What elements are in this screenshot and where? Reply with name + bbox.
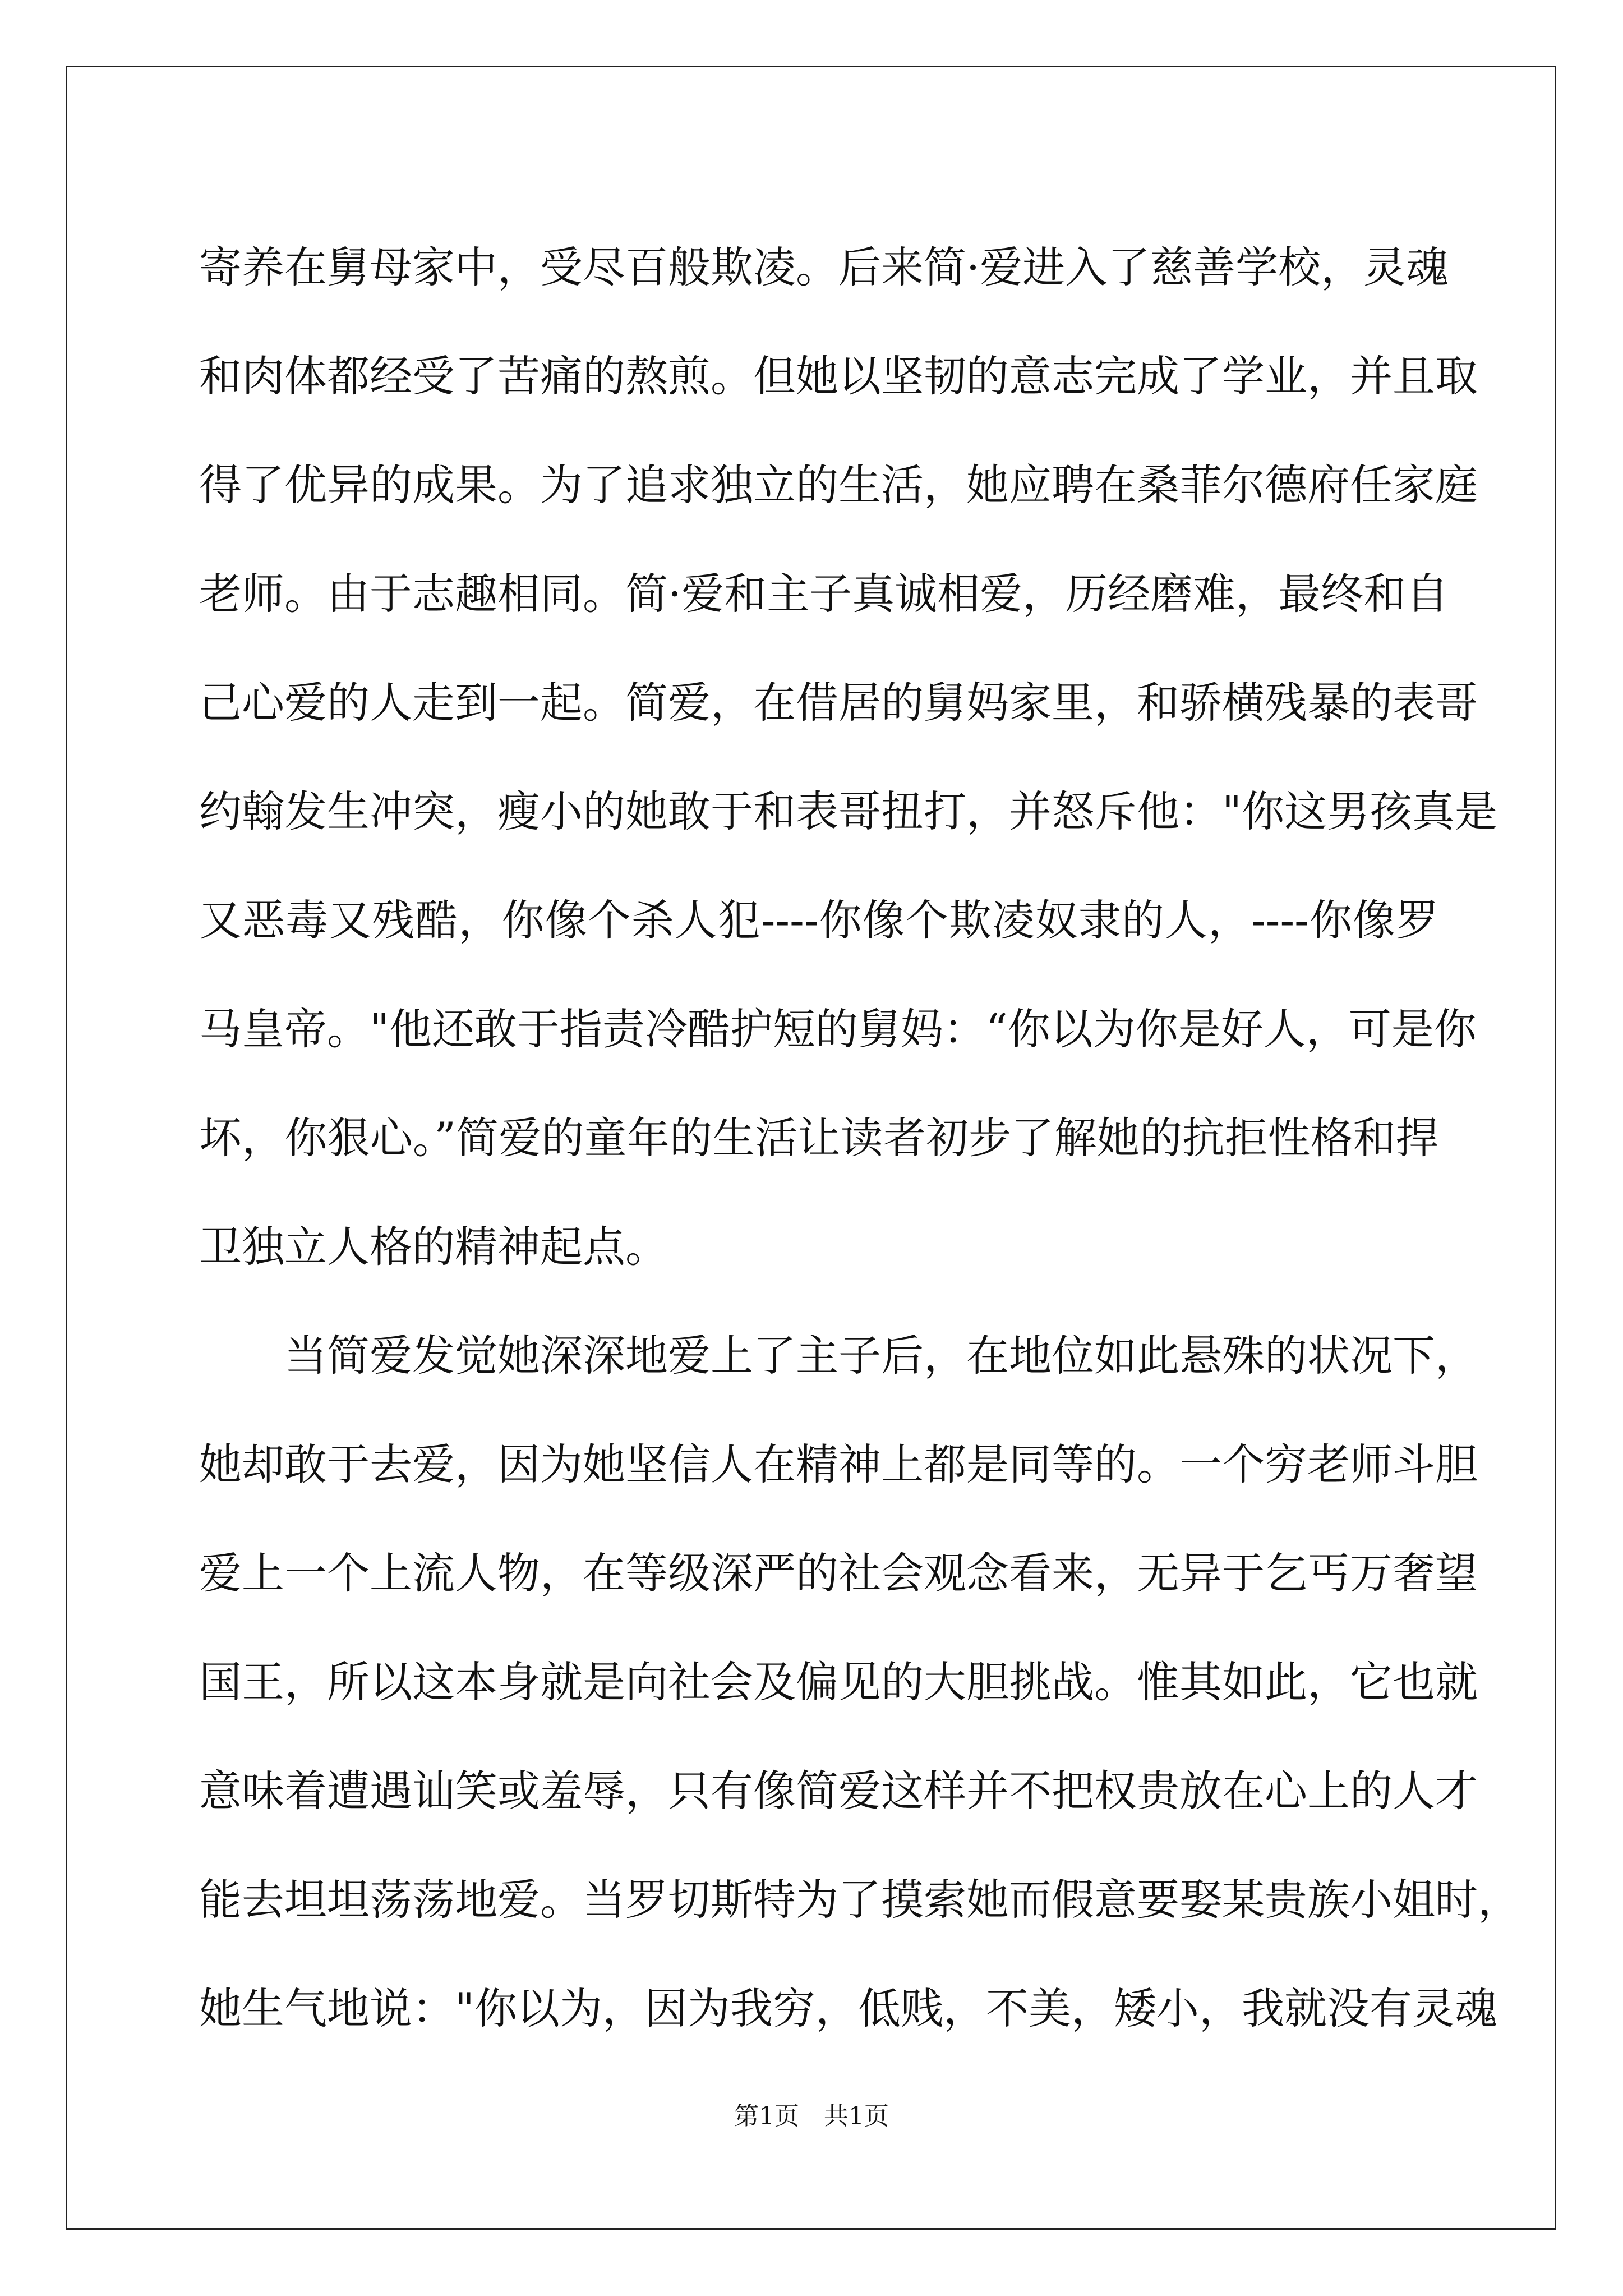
text-line: 意味着遭遇讪笑或羞辱，只有像简爱这样并不把权贵放在心上的人才 bbox=[199, 1766, 1478, 1816]
text-line: 得了优异的成果。为了追求独立的生活，她应聘在桑菲尔德府任家庭 bbox=[199, 460, 1478, 510]
text-line: 她生气地说："你以为，因为我穷，低贱，不美，矮小，我就没有灵魂 bbox=[199, 1984, 1497, 2033]
document-body bbox=[199, 213, 1520, 2063]
text-line: 马皇帝。"他还敢于指责冷酷护短的舅妈：“你以为你是好人，可是你 bbox=[199, 1004, 1477, 1054]
paragraph-2 bbox=[199, 1301, 1520, 2063]
text-line: 坏，你狠心。”简爱的童年的生活让读者初步了解她的抗拒性格和捍 bbox=[199, 1113, 1438, 1163]
page-number-footer: 第1页 共1页 bbox=[734, 2102, 889, 2131]
paragraph-1 bbox=[199, 213, 1497, 1301]
text-line: 卫独立人格的精神起点。 bbox=[199, 1222, 668, 1272]
text-line: 和肉体都经受了苦痛的熬煎。但她以坚韧的意志完成了学业，并且取 bbox=[199, 351, 1478, 401]
text-line: 老师。由于志趣相同。简·爱和主子真诚相爱，历经磨难，最终和自 bbox=[199, 569, 1449, 619]
text-line: 又恶毒又残酷，你像个杀人犯----你像个欺凌奴隶的人，----你像罗 bbox=[199, 895, 1438, 945]
text-line: 能去坦坦荡荡地爱。当罗切斯特为了摸索她而假意要娶某贵族小姐时， bbox=[199, 1875, 1520, 1925]
text-line: 爱上一个上流人物，在等级深严的社会观念看来，无异于乞丐万奢望 bbox=[199, 1548, 1478, 1598]
text-line: 当简爱发觉她深深地爱上了主子后，在地位如此悬殊的状况下， bbox=[284, 1331, 1478, 1381]
text-line: 国王，所以这本身就是向社会及偏见的大胆挑战。惟其如此，它也就 bbox=[199, 1657, 1478, 1707]
text-line: 己心爱的人走到一起。简爱，在借居的舅妈家里，和骄横残暴的表哥 bbox=[199, 678, 1478, 728]
text-line: 约翰发生冲突，瘦小的她敢于和表哥扭打，并怒斥他："你这男孩真是 bbox=[199, 786, 1497, 836]
text-line: 寄养在舅母家中，受尽百般欺凌。后来简·爱进入了慈善学校，灵魂 bbox=[199, 242, 1449, 292]
text-line: 她却敢于去爱，因为她坚信人在精神上都是同等的。一个穷老师斗胆 bbox=[199, 1439, 1478, 1489]
